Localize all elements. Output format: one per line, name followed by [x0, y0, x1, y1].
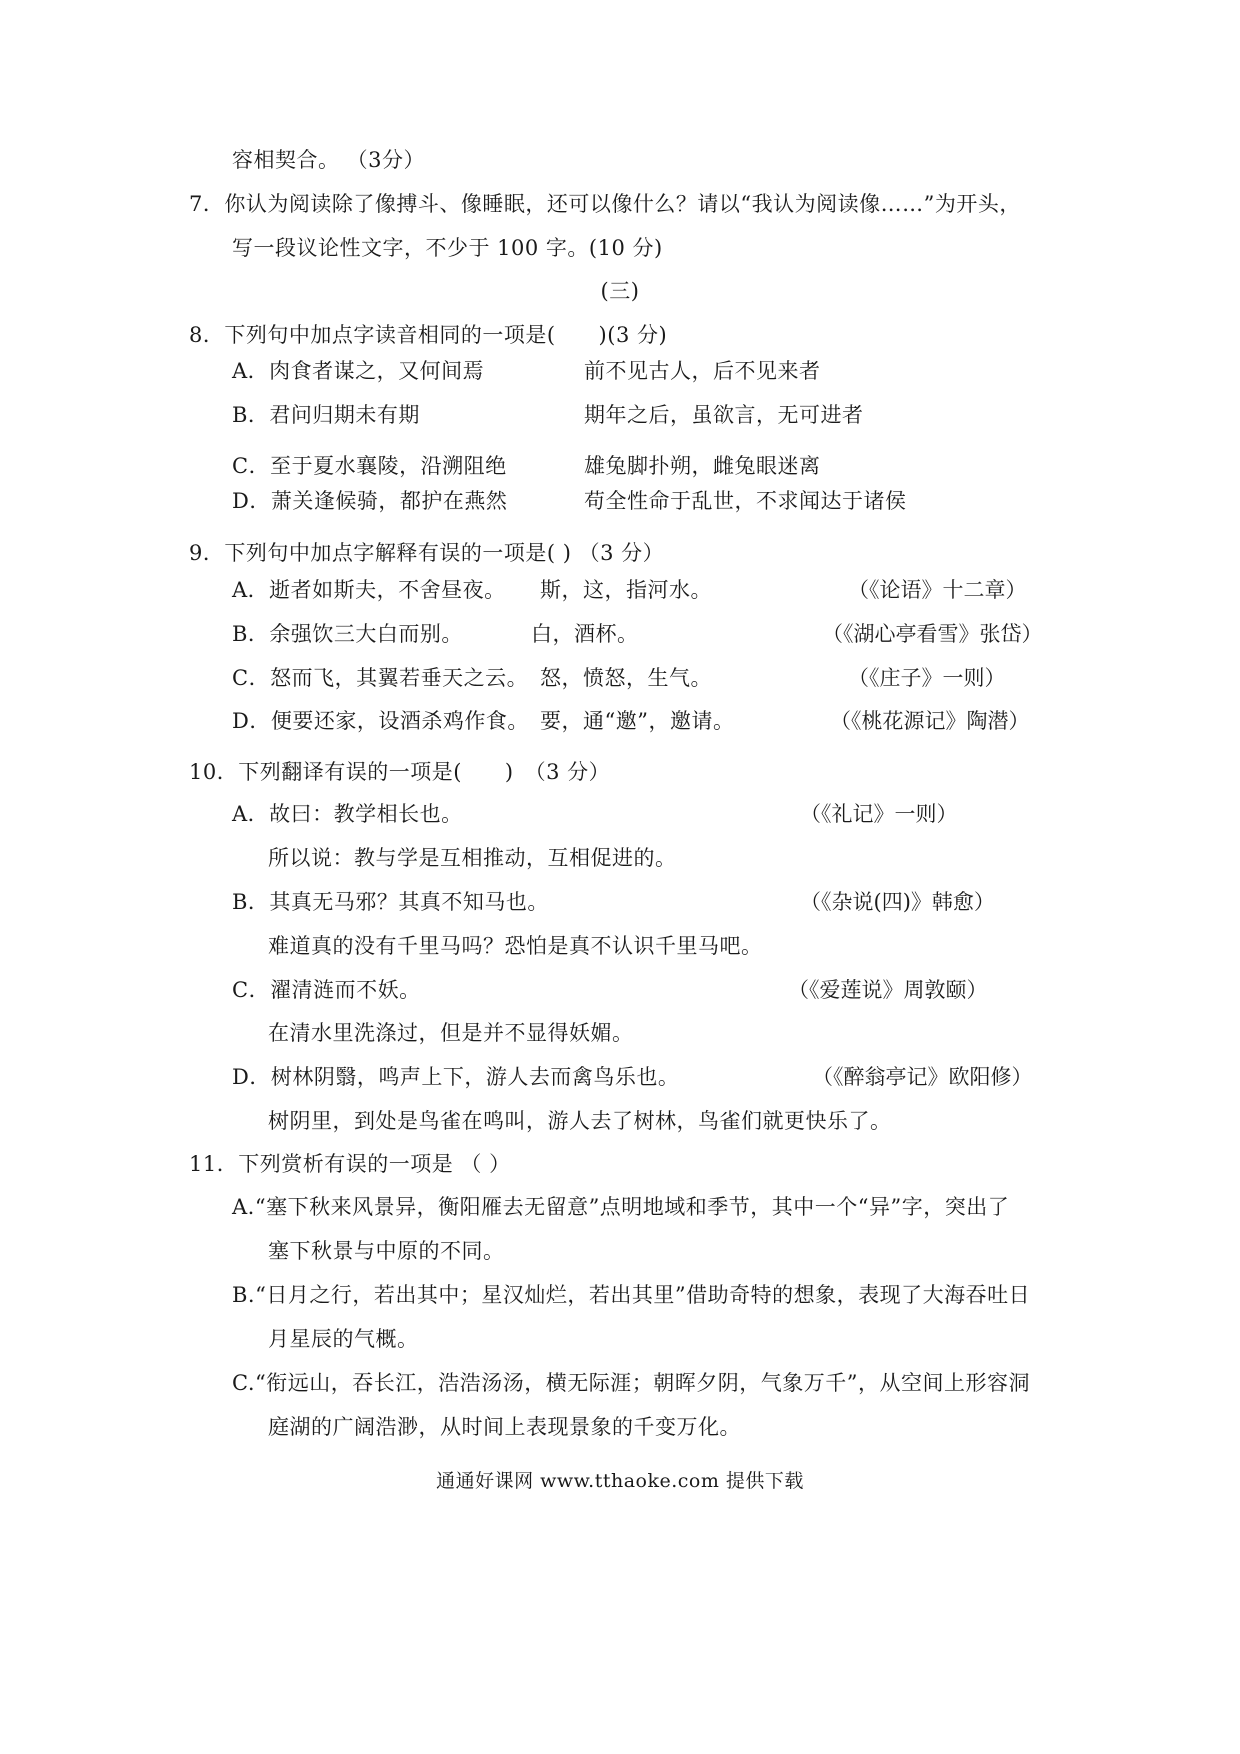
q9-option-d-text: D．便要还家，设酒杀鸡作食。 [232, 709, 529, 733]
q8-option-b-left: B．君问归期未有期 [232, 403, 420, 427]
q11-option-a-line1: A.“塞下秋来风景异，衡阳雁去无留意”点明地域和季节，其中一个“异”字，突出了 [232, 1195, 1010, 1219]
q10-option-d-source: （《醉翁亭记》欧阳修） [812, 1065, 1033, 1089]
q10-option-a-translation: 所以说：教与学是互相推动，互相促进的。 [268, 846, 677, 870]
q9-option-d-explain: 要，通“邀”，邀请。 [540, 709, 735, 733]
q9-option-d-source: （《桃花源记》陶潜） [830, 709, 1030, 733]
q10-option-d-translation: 树阴里，到处是鸟雀在鸣叫，游人去了树林，鸟雀们就更快乐了。 [268, 1109, 892, 1133]
q7-line2: 写一段议论性文字，不少于 100 字。(10 分) [232, 236, 663, 260]
q8-option-a-right: 前不见古人，后不见来者 [584, 359, 821, 383]
section-title: (三) [600, 279, 640, 303]
q8-option-a-left: A．肉食者谋之，又何间焉 [232, 359, 485, 383]
q8-stem: 8．下列句中加点字读音相同的一项是( )(3 分) [189, 323, 668, 347]
q10-option-b-translation: 难道真的没有千里马吗？恐怕是真不认识千里马吧。 [268, 934, 763, 958]
q9-option-a-source: （《论语》十二章） [848, 578, 1027, 602]
q9-stem: 9．下列句中加点字解释有误的一项是( ) （3 分） [189, 541, 665, 565]
q9-option-a-text: A．逝者如斯夫，不舍昼夜。 [232, 578, 506, 602]
q10-option-a-source: （《礼记》一则） [800, 802, 958, 826]
q11-option-b-line2: 月星辰的气概。 [268, 1327, 419, 1351]
q11-stem: 11．下列赏析有误的一项是 （ ） [189, 1152, 511, 1176]
q8-option-c-right: 雄兔脚扑朔，雌兔眼迷离 [584, 454, 821, 478]
q9-option-b-source: （《湖心亭看雪》张岱） [822, 622, 1043, 646]
q8-option-d-right: 苟全性命于乱世，不求闻达于诸侯 [584, 489, 907, 513]
q10-option-c-source: （《爱莲说》周敦颐） [788, 978, 988, 1002]
q11-option-c-line2: 庭湖的广阔浩渺，从时间上表现景象的千变万化。 [268, 1415, 741, 1439]
q11-option-b-line1: B.“日月之行，若出其中；星汉灿烂，若出其里”借助奇特的想象，表现了大海吞吐日 [232, 1283, 1031, 1307]
q10-option-b-text: B．其真无马邪？其真不知马也。 [232, 890, 549, 914]
q7-line1: 7．你认为阅读除了像搏斗、像睡眠，还可以像什么？请以“我认为阅读像……”为开头， [189, 192, 1021, 216]
page-footer: 通通好课网 www.tthaoke.com 提供下载 [436, 1470, 804, 1492]
q9-option-a-explain: 斯，这，指河水。 [540, 578, 712, 602]
q9-option-c-explain: 怒，愤怒，生气。 [540, 666, 712, 690]
q10-option-d-text: D．树林阴翳，鸣声上下，游人去而禽鸟乐也。 [232, 1065, 680, 1089]
q10-option-c-text: C．濯清涟而不妖。 [232, 978, 421, 1002]
q8-option-c-left: C．至于夏水襄陵，沿溯阻绝 [232, 454, 507, 478]
q10-option-c-translation: 在清水里洗涤过，但是并不显得妖媚。 [268, 1021, 634, 1045]
q9-option-b-text: B．余强饮三大白而别。 [232, 622, 463, 646]
q10-option-a-text: A．故曰：教学相长也。 [232, 802, 463, 826]
q9-option-c-source: （《庄子》一则） [848, 666, 1006, 690]
q10-option-b-source: （《杂说(四)》韩愈） [800, 890, 995, 914]
q10-stem: 10．下列翻译有误的一项是( ) （3 分） [189, 760, 611, 784]
q11-option-a-line2: 塞下秋景与中原的不同。 [268, 1239, 505, 1263]
q8-option-d-left: D．萧关逢候骑，都护在燕然 [232, 489, 508, 513]
q9-option-b-explain: 白，酒杯。 [531, 622, 639, 646]
q11-option-c-line1: C.“衔远山，吞长江，浩浩汤汤，横无际涯；朝晖夕阴，气象万千”，从空间上形容洞 [232, 1371, 1030, 1395]
q8-option-b-right: 期年之后，虽欲言，无可进者 [584, 403, 864, 427]
q6-tail: 容相契合。 （3分） [232, 148, 426, 172]
q9-option-c-text: C．怒而飞，其翼若垂天之云。 [232, 666, 529, 690]
